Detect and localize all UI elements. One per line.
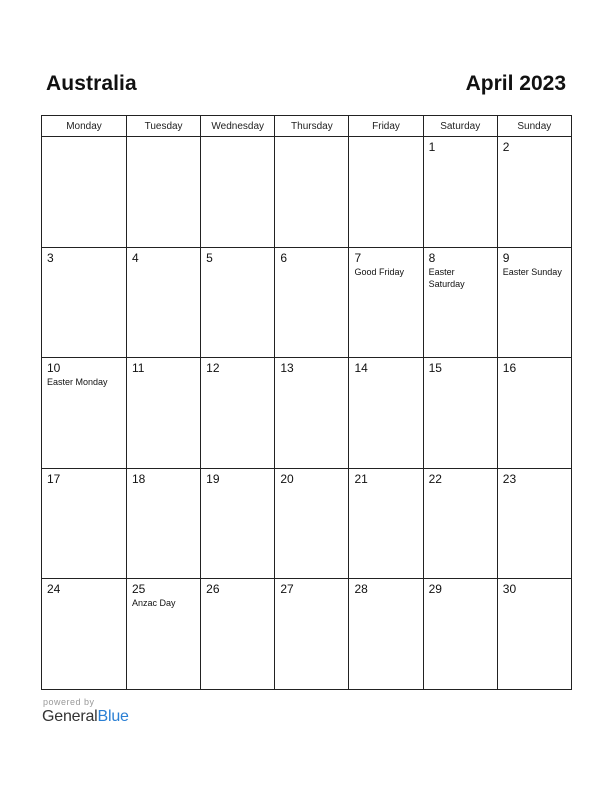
month-year-title: April 2023 — [465, 72, 566, 95]
day-cell — [201, 579, 275, 690]
day-cell — [497, 358, 571, 469]
day-cell — [423, 579, 497, 690]
day-number: 17 — [47, 471, 61, 486]
day-number: 10 — [47, 361, 61, 376]
holiday-label: Good Friday — [354, 266, 404, 277]
day-number: 26 — [206, 582, 220, 597]
day-cell — [42, 137, 127, 248]
weekday-header: Sunday — [497, 116, 571, 137]
day-number: 9 — [502, 250, 510, 265]
holiday-label: Easter Sunday — [502, 266, 562, 277]
day-cell — [201, 358, 275, 469]
week-row — [42, 247, 572, 358]
day-number: 24 — [47, 582, 61, 597]
brand-blue-text: Blue — [97, 708, 129, 725]
day-cell — [42, 579, 127, 690]
day-cell — [275, 358, 349, 469]
day-cell — [423, 358, 497, 469]
calendar-body — [42, 137, 572, 690]
day-number: 23 — [502, 471, 517, 486]
day-number: 30 — [502, 582, 517, 597]
day-cell — [497, 247, 571, 358]
day-number: 3 — [47, 250, 54, 265]
day-cell — [127, 358, 201, 469]
day-number: 5 — [206, 250, 213, 265]
calendar-grid — [41, 115, 572, 690]
day-number: 2 — [502, 140, 510, 154]
day-cell — [349, 137, 423, 248]
weekday-header: Tuesday — [127, 116, 201, 137]
day-cell — [201, 137, 275, 248]
week-row — [42, 358, 572, 469]
day-number: 13 — [280, 361, 294, 376]
day-cell — [275, 247, 349, 358]
day-number: 8 — [428, 250, 436, 265]
day-cell — [497, 579, 571, 690]
day-cell — [497, 468, 571, 579]
day-number: 20 — [280, 471, 294, 486]
holiday-label: Easter Saturday — [428, 266, 465, 289]
day-number: 1 — [428, 140, 436, 154]
day-number: 18 — [132, 471, 146, 486]
day-number: 7 — [354, 250, 362, 265]
day-number: 22 — [428, 471, 442, 486]
day-cell — [127, 579, 201, 690]
week-row — [42, 468, 572, 579]
day-cell — [42, 358, 127, 469]
weekday-header: Friday — [349, 116, 423, 137]
weekday-header-row — [42, 116, 572, 137]
weekday-header: Monday — [42, 116, 127, 137]
day-number: 4 — [132, 250, 139, 265]
day-cell — [349, 358, 423, 469]
day-number: 29 — [428, 582, 442, 597]
day-cell — [275, 137, 349, 248]
day-cell — [349, 579, 423, 690]
day-number: 21 — [354, 471, 368, 486]
powered-by-text: powered by — [43, 697, 95, 707]
day-cell — [423, 247, 497, 358]
day-number: 11 — [132, 361, 145, 376]
brand-logo — [42, 708, 129, 726]
day-number: 28 — [354, 582, 368, 597]
holiday-label: Easter Monday — [47, 377, 108, 388]
day-number: 27 — [280, 582, 294, 597]
day-number: 19 — [206, 471, 220, 486]
day-cell — [497, 137, 571, 248]
day-number: 16 — [502, 361, 517, 376]
day-cell — [42, 247, 127, 358]
weekday-header: Thursday — [275, 116, 349, 137]
day-cell — [349, 468, 423, 579]
day-cell — [275, 579, 349, 690]
day-cell — [423, 137, 497, 248]
day-cell — [127, 137, 201, 248]
day-cell — [201, 247, 275, 358]
weekday-header: Wednesday — [201, 116, 275, 137]
day-cell — [349, 247, 423, 358]
day-cell — [201, 468, 275, 579]
week-row — [42, 579, 572, 690]
day-cell — [127, 247, 201, 358]
day-cell — [275, 468, 349, 579]
day-cell — [423, 468, 497, 579]
day-number: 15 — [428, 361, 442, 376]
brand-general-text: General — [42, 708, 98, 725]
day-number: 25 — [132, 582, 146, 597]
week-row — [42, 137, 572, 248]
day-cell — [127, 468, 201, 579]
holiday-label: Anzac Day — [132, 598, 176, 609]
country-title: Australia — [46, 72, 137, 95]
day-cell — [42, 468, 127, 579]
day-number: 6 — [280, 250, 287, 265]
day-number: 14 — [354, 361, 368, 376]
day-number: 12 — [206, 361, 220, 376]
weekday-header: Saturday — [423, 116, 497, 137]
